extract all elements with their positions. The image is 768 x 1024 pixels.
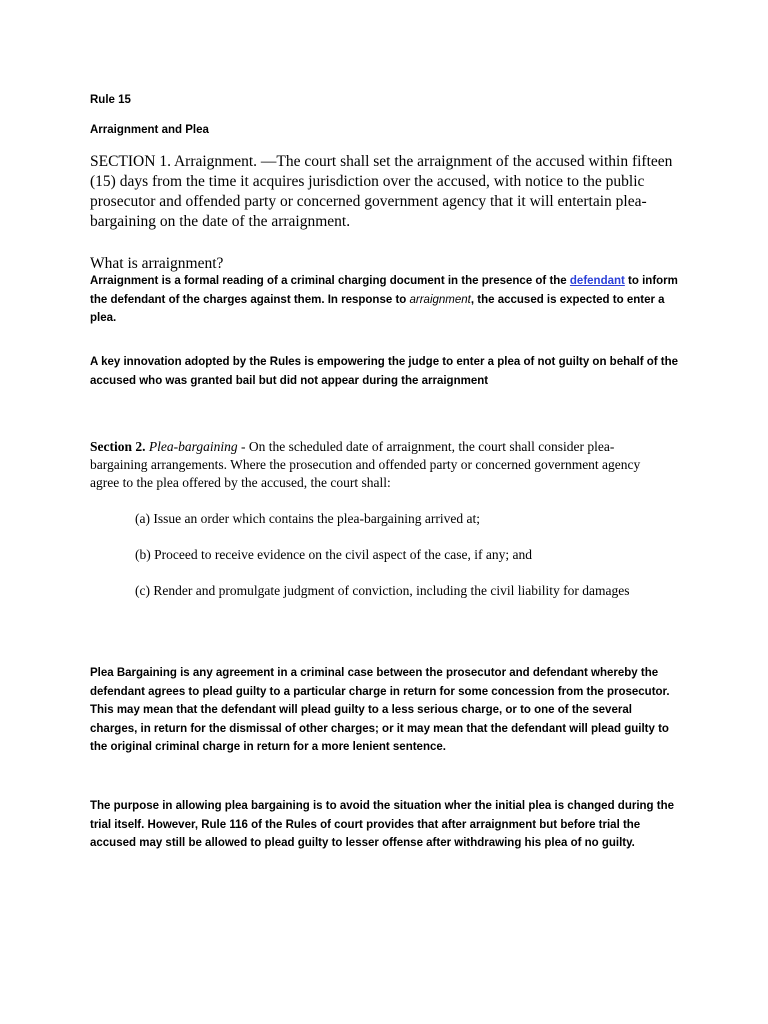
definition-text-3: , the accused is expected to enter a plea. xyxy=(90,293,665,324)
section-1-text: —The court shall set the arraignment of the accused within fifteen (15) days from the time it acquires jurisdiction over the accused, with notice to the public prosecutor and offended party or concerned government agency that it will entertain plea-bargaining on the date of the arraignment. xyxy=(90,153,673,230)
arraignment-definition xyxy=(90,272,680,328)
definition-italic: arraignment xyxy=(409,293,471,306)
section-1-label: SECTION 1. Arraignment. xyxy=(90,153,258,170)
list-item: (b) Proceed to receive evidence on the civil aspect of the case, if any; and xyxy=(135,547,532,562)
section-1-paragraph xyxy=(90,152,680,232)
rule-title: Rule 15 xyxy=(90,94,131,106)
innovation-paragraph: A key innovation adopted by the Rules is empowering the judge to enter a plea of not guilty on behalf of the accused who was granted bail but did not appear during the arraignment xyxy=(90,356,679,387)
section-2-title: Plea-bargaining xyxy=(148,439,238,454)
question-heading: What is arraignment? xyxy=(90,255,224,272)
document-subtitle: Arraignment and Plea xyxy=(90,124,209,136)
list-item: (a) Issue an order which contains the plea-bargaining arrived at; xyxy=(135,511,480,526)
list-item: (c) Render and promulgate judgment of conviction, including the civil liability for damages xyxy=(135,583,630,598)
plea-bargaining-definition: Plea Bargaining is any agreement in a criminal case between the prosecutor and defendant whereby the defendant agrees to plead guilty to a particular charge in return for some concession from the prosecutor. This may mean that the defendant will plead guilty to a less serious charge, or to one of the several charges, in return for the dismissal of other charges; or it may mean that the defendant will plead guilty to the original criminal charge in return for a more lenient sentence. xyxy=(90,667,670,753)
definition-text-2: to inform the defendant of the charges against them. In response to xyxy=(90,275,678,306)
section-2-text: - On the scheduled date of arraignment, the court shall consider plea-bargaining arrangements. Where the prosecution and offended party or concerned government agency agree to the plea offered by the accused, the court shall: xyxy=(90,439,641,490)
defendant-link[interactable]: defendant xyxy=(569,275,625,287)
section-2-label: Section 2. xyxy=(90,439,146,454)
definition-text-1: Arraignment is a formal reading of a criminal charging document in the presence of the xyxy=(90,275,570,287)
purpose-paragraph: The purpose in allowing plea bargaining is to avoid the situation wher the initial plea is changed during the trial itself. However, Rule 116 of the Rules of court provides that after arraignment but before trial the accused may still be allowed to plead guilty to lesser offense after withdrawing his plea of no guilty. xyxy=(90,800,675,849)
section-2-paragraph xyxy=(90,438,650,492)
